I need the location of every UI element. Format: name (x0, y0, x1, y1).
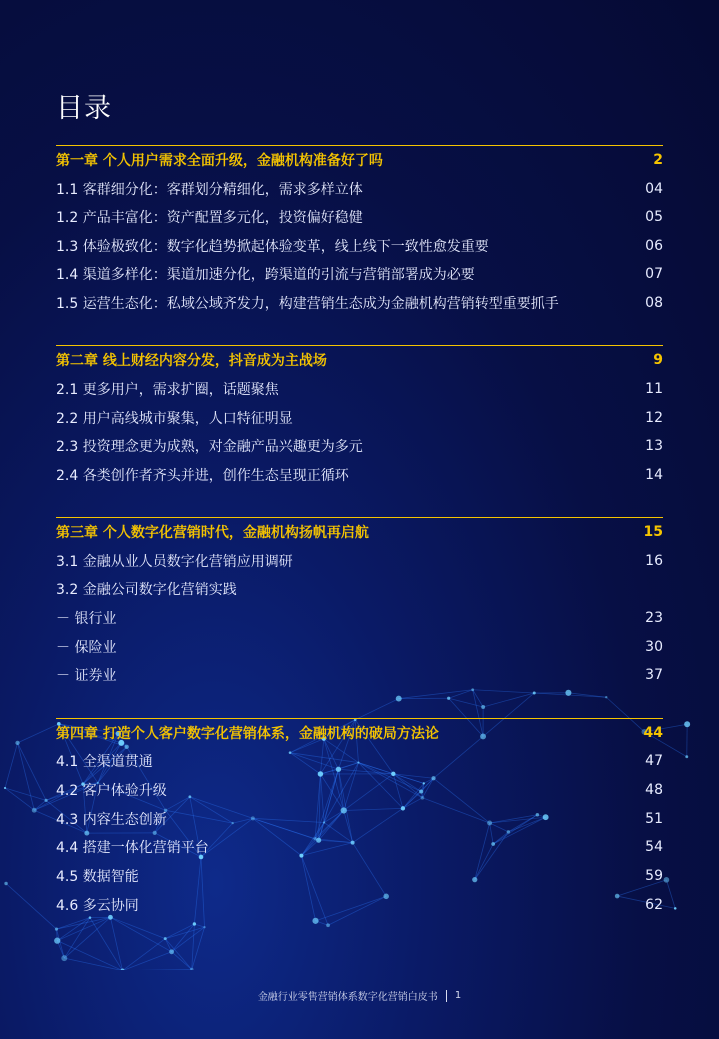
toc-item[interactable] (56, 748, 663, 774)
toc-label: 2.3 投资理念更为成熟，对金融产品兴趣更为多元 (56, 439, 363, 455)
toc-label: 1.2 产品丰富化：资产配置多元化，投资偏好稳健 (56, 210, 363, 226)
toc-item[interactable] (56, 806, 663, 832)
toc-label: 第一章 个人用户需求全面升级，金融机构准备好了吗 (56, 153, 383, 169)
toc-page: 12 (645, 410, 663, 426)
toc-label: 4.6 多云协同 (56, 898, 139, 914)
toc-label: 4.4 搭建一体化营销平台 (56, 840, 209, 856)
toc-label: 3.1 金融从业人员数字化营销应用调研 (56, 554, 293, 570)
toc-label: 1.1 客群细分化：客群划分精细化，需求多样立体 (56, 182, 363, 198)
toc-label: 第二章 线上财经内容分发，抖音成为主战场 (56, 353, 327, 369)
toc-page: 48 (645, 782, 663, 798)
toc-label: 2.1 更多用户，需求扩圈，话题聚焦 (56, 382, 279, 398)
toc-label: － 证券业 (56, 668, 117, 684)
toc-page: 04 (645, 181, 663, 197)
toc-label: 4.2 客户体验升级 (56, 783, 167, 799)
toc-page: 05 (645, 209, 663, 225)
toc-label: 1.3 体验极致化：数字化趋势掀起体验变革，线上线下一致性愈发重要 (56, 239, 489, 255)
toc-page: 54 (645, 839, 663, 855)
toc-item[interactable] (56, 576, 663, 602)
page-title: 目录 (56, 93, 112, 124)
toc-page: 11 (645, 381, 663, 397)
toc-item[interactable] (56, 605, 663, 631)
toc-page: 08 (645, 295, 663, 311)
chapter-divider (56, 718, 663, 719)
toc-label: 2.2 用户高线城市聚集，人口特征明显 (56, 411, 293, 427)
network-background-graphic (0, 640, 719, 970)
toc-item[interactable] (56, 662, 663, 688)
chapter-divider (56, 517, 663, 518)
toc-label: 4.1 全渠道贯通 (56, 754, 153, 770)
toc-chapter-1[interactable] (56, 147, 663, 173)
toc-item[interactable] (56, 863, 663, 889)
toc-item[interactable] (56, 548, 663, 574)
toc-item[interactable] (56, 834, 663, 860)
toc-label: － 保险业 (56, 640, 117, 656)
toc-page: 15 (643, 524, 663, 540)
toc-chapter-3[interactable] (56, 519, 663, 545)
toc-item[interactable] (56, 233, 663, 259)
footer-title: 金融行业零售营销体系数字化营销白皮书 (257, 992, 438, 1003)
toc-chapter-2[interactable] (56, 347, 663, 373)
toc-label: 1.5 运营生态化：私域公域齐发力，构建营销生态成为金融机构营销转型重要抓手 (56, 296, 559, 312)
toc-item[interactable] (56, 204, 663, 230)
toc-label: － 银行业 (56, 611, 117, 627)
toc-page: 30 (645, 639, 663, 655)
toc-item[interactable] (56, 290, 663, 316)
toc-page: 23 (645, 610, 663, 626)
toc-label: 2.4 各类创作者齐头并进，创作生态呈现正循环 (56, 468, 349, 484)
page-number: 1 (454, 990, 462, 1001)
toc-item[interactable] (56, 376, 663, 402)
toc-page: 37 (645, 667, 663, 683)
toc-item[interactable] (56, 892, 663, 918)
toc-label: 3.2 金融公司数字化营销实践 (56, 582, 237, 598)
toc-label: 4.5 数据智能 (56, 869, 139, 885)
toc-page: 2 (653, 152, 663, 168)
toc-page: 62 (645, 897, 663, 913)
toc-label: 第三章 个人数字化营销时代，金融机构扬帆再启航 (56, 525, 369, 541)
toc-label: 第四章 打造个人客户数字化营销体系，金融机构的破局方法论 (56, 726, 439, 742)
toc-page: 13 (645, 438, 663, 454)
toc-item[interactable] (56, 261, 663, 287)
toc-label: 1.4 渠道多样化：渠道加速分化，跨渠道的引流与营销部署成为必要 (56, 267, 475, 283)
page-footer (0, 988, 719, 1003)
toc-chapter-4[interactable] (56, 720, 663, 746)
toc-item[interactable] (56, 433, 663, 459)
toc-page: 06 (645, 238, 663, 254)
toc-page: 16 (645, 553, 663, 569)
toc-page: 51 (645, 811, 663, 827)
toc-item[interactable] (56, 176, 663, 202)
toc-item[interactable] (56, 634, 663, 660)
toc-page: 47 (645, 753, 663, 769)
chapter-divider (56, 145, 663, 146)
footer-separator (446, 990, 447, 1002)
toc-page: 9 (653, 352, 663, 368)
toc-page: 44 (643, 725, 663, 741)
toc-item[interactable] (56, 777, 663, 803)
toc-item[interactable] (56, 405, 663, 431)
toc-label: 4.3 内容生态创新 (56, 812, 167, 828)
chapter-divider (56, 345, 663, 346)
toc-page: 59 (645, 868, 663, 884)
toc-page: 14 (645, 467, 663, 483)
toc-page: 07 (645, 266, 663, 282)
toc-item[interactable] (56, 462, 663, 488)
